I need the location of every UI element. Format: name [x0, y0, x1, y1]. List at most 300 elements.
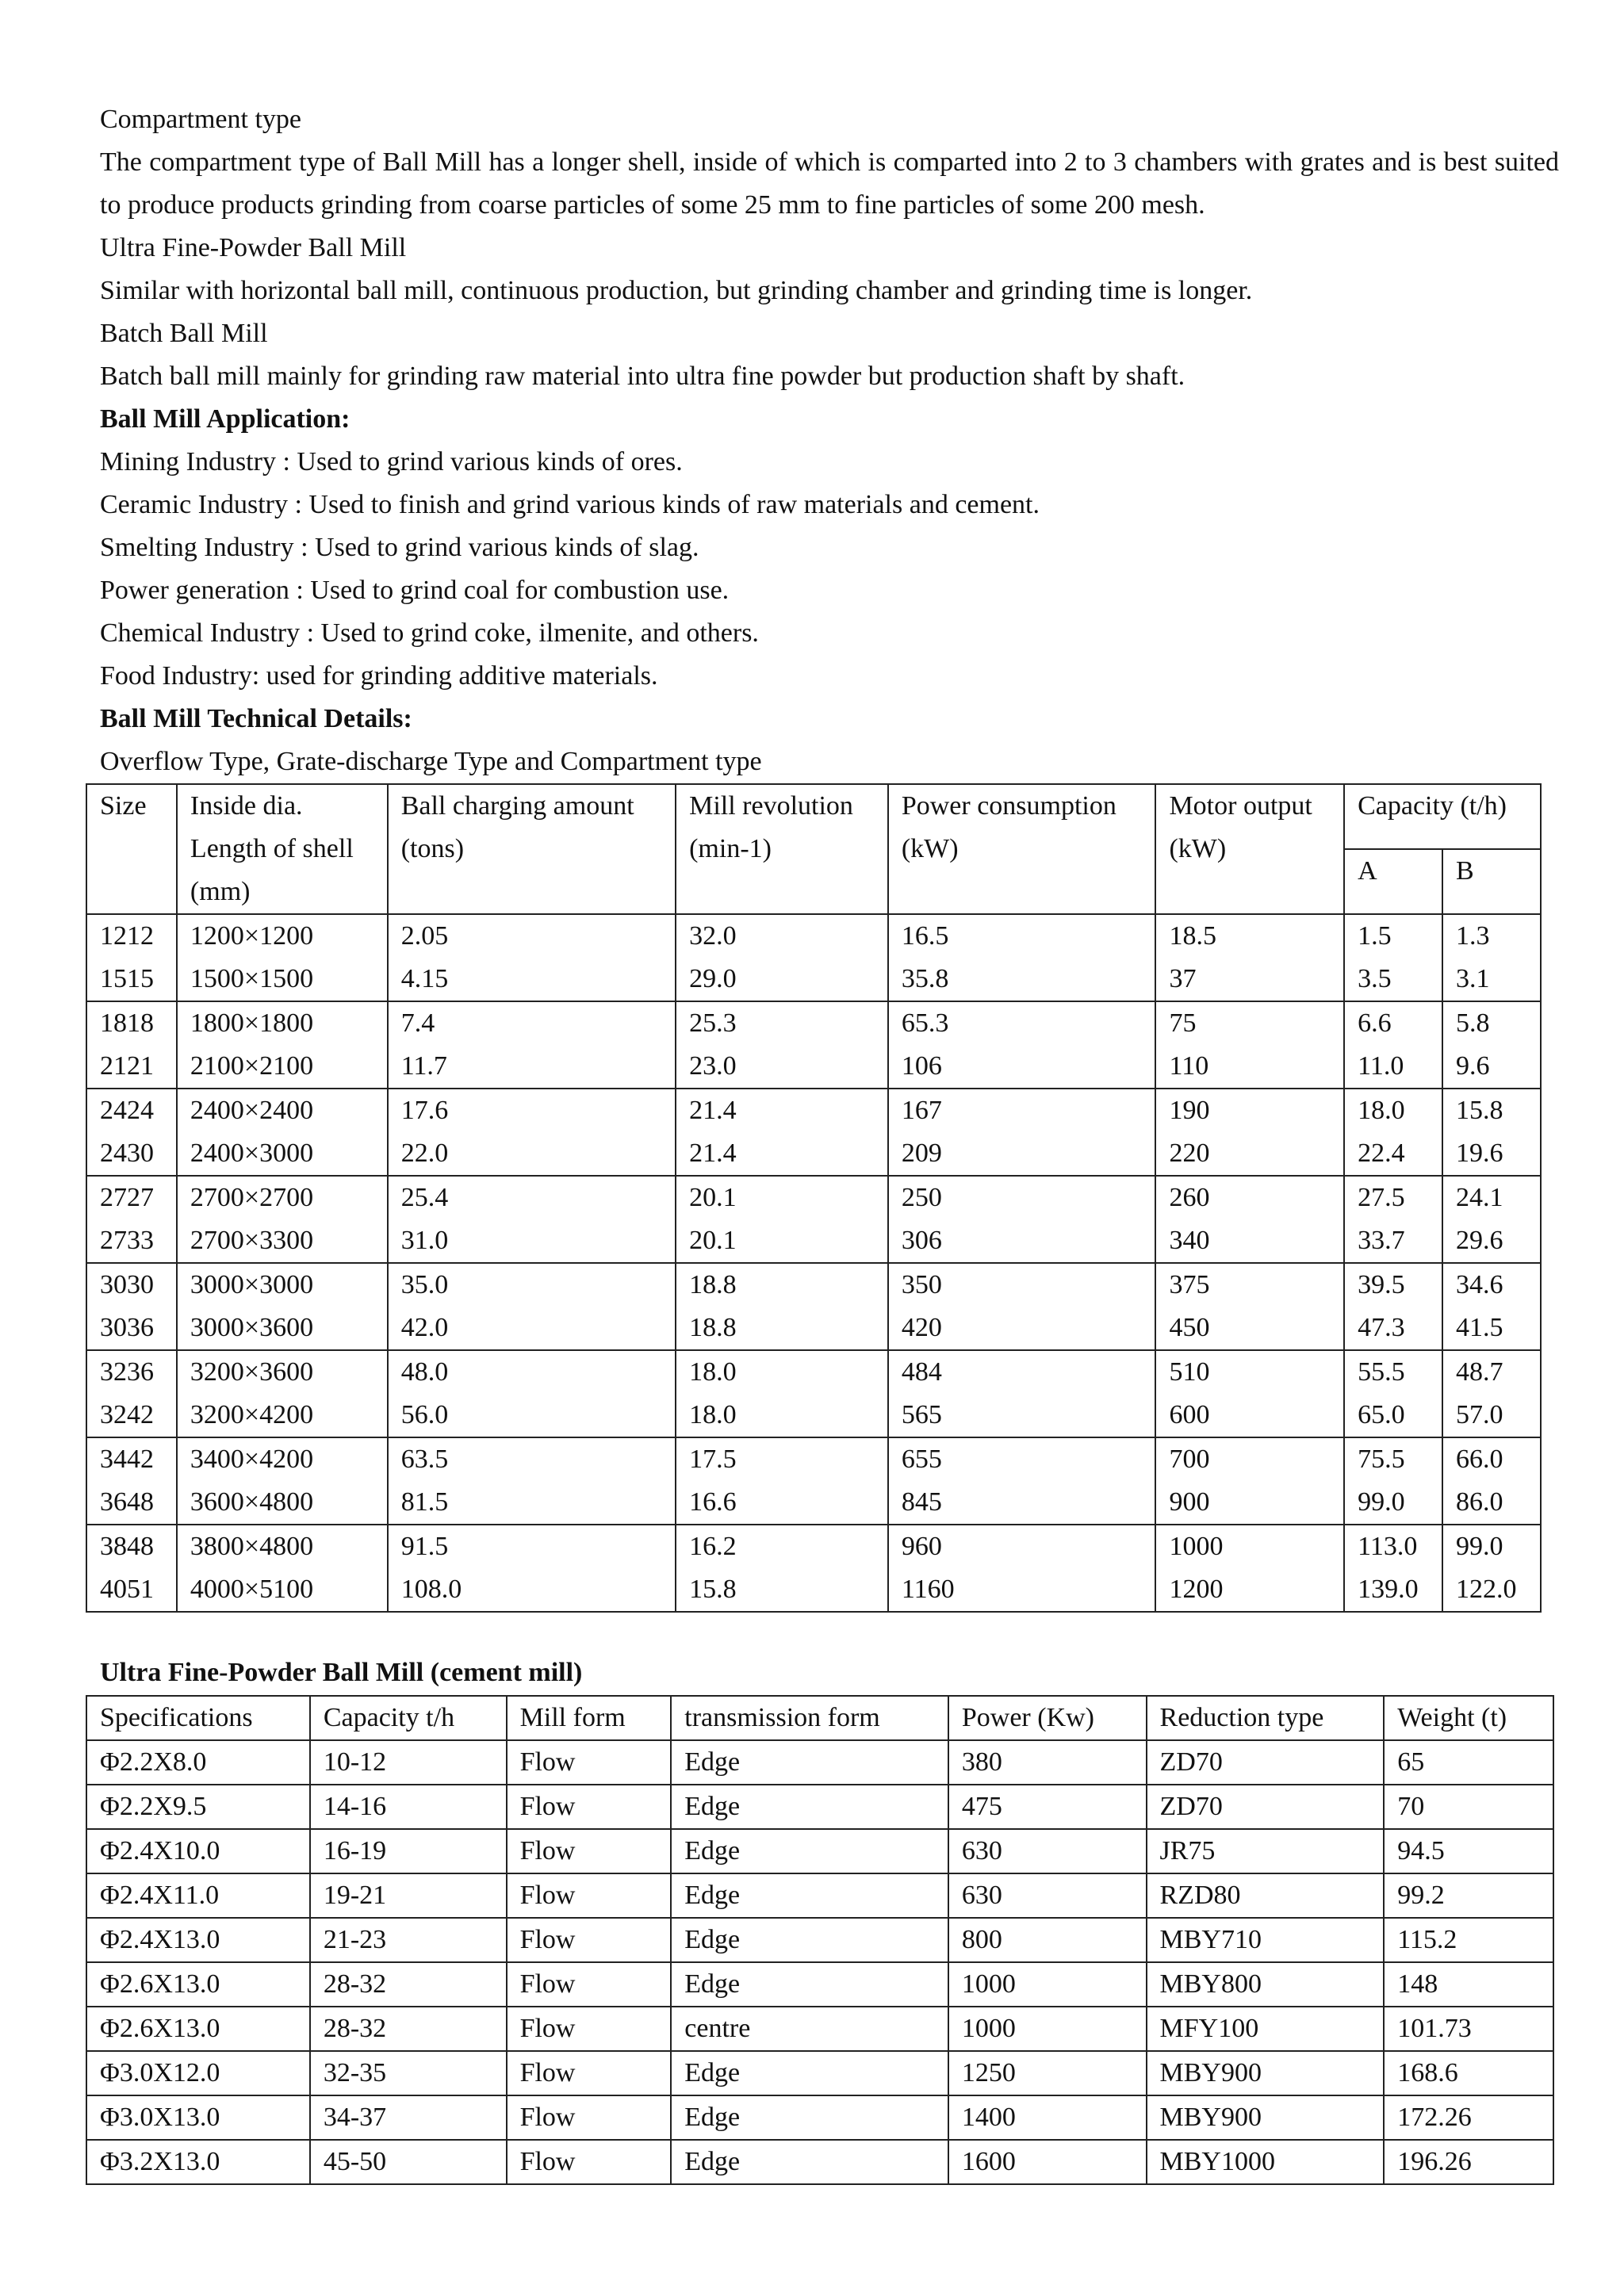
cell-capacity-a [1344, 914, 1442, 1001]
cell-value: 110 [1169, 1051, 1209, 1081]
cell-mill-revolution [676, 1263, 888, 1350]
cell-mill-form: Flow [507, 1873, 672, 1918]
cell-value: 41.5 [1456, 1313, 1503, 1342]
cell-specifications: Φ3.0X12.0 [86, 2051, 310, 2095]
cell-capacity: 45-50 [310, 2140, 507, 2184]
cell-value: 220 [1169, 1138, 1210, 1168]
cell-power: 380 [948, 1740, 1147, 1785]
table-row [86, 1089, 1541, 1176]
cell-value: 35.0 [400, 1270, 449, 1299]
cell-capacity: 21-23 [310, 1918, 507, 1962]
cell-capacity-b [1442, 1089, 1541, 1176]
cell-capacity-b [1442, 1525, 1541, 1612]
cell-value: 113.0 [1358, 1532, 1418, 1561]
header-size: Size [86, 784, 177, 914]
cell-value: 47.3 [1358, 1313, 1405, 1342]
cell-reduction-type: ZD70 [1147, 1785, 1385, 1829]
cell-power: 1400 [948, 2095, 1147, 2140]
cell-specifications: Φ3.2X13.0 [86, 2140, 310, 2184]
cell-weight: 99.2 [1384, 1873, 1553, 1918]
application-item: Chemical Industry : Used to grind coke, ilmenite, and others. [100, 618, 759, 648]
cell-weight: 196.26 [1384, 2140, 1553, 2184]
cell-specifications: Φ2.2X8.0 [86, 1740, 310, 1785]
cell-value: 11.0 [1358, 1051, 1404, 1081]
cell-weight: 168.6 [1384, 2051, 1553, 2095]
ultra-table [86, 1695, 1554, 2185]
cell-value: 3.1 [1456, 964, 1490, 993]
cell-value: 1.5 [1358, 921, 1392, 951]
cell-value: 18.5 [1169, 921, 1216, 951]
header-mill-form: Mill form [507, 1696, 672, 1740]
ultra-table-body [86, 1740, 1553, 2184]
cell-value: 167 [901, 1096, 942, 1125]
cell-value: 75.5 [1358, 1445, 1405, 1474]
cell-value: 18.0 [689, 1400, 737, 1429]
application-item: Power generation : Used to grind coal for combustion use. [100, 576, 730, 605]
cell-value: 1800×1800 [190, 1008, 314, 1038]
cell-ball-charging [388, 1263, 676, 1350]
cell-size [86, 1176, 177, 1263]
table-row [86, 1525, 1541, 1612]
cell-reduction-type: MBY900 [1147, 2095, 1385, 2140]
cell-value: 6.6 [1358, 1008, 1392, 1038]
cell-value: 91.5 [400, 1532, 449, 1561]
cell-capacity: 28-32 [310, 1962, 507, 2007]
cell-value: 3000×3600 [190, 1313, 314, 1342]
cell-reduction-type: JR75 [1147, 1829, 1385, 1873]
cell-power-consumption [888, 1001, 1156, 1089]
cell-value: 35.8 [901, 964, 949, 993]
header-ball-charging: Ball charging amount (tons) [388, 784, 676, 914]
cell-mill-revolution [676, 1001, 888, 1089]
batch-heading: Batch Ball Mill [100, 319, 268, 348]
cell-capacity-b [1442, 1437, 1541, 1525]
cell-value: 39.5 [1358, 1270, 1405, 1299]
cell-size [86, 1263, 177, 1350]
cell-value: 18.0 [689, 1357, 737, 1387]
cell-value: 260 [1169, 1183, 1210, 1212]
cell-mill-form: Flow [507, 2051, 672, 2095]
header-dimensions: Inside dia. Length of shell (mm) [177, 784, 388, 914]
cell-value: 18.8 [689, 1270, 737, 1299]
header-power-consumption: Power consumption (kW) [888, 784, 1156, 914]
cell-value: 3400×4200 [190, 1445, 314, 1474]
cell-value: 2430 [100, 1138, 154, 1168]
cell-value: 3848 [100, 1532, 154, 1561]
cell-dimensions [177, 1350, 388, 1437]
cell-value: 845 [901, 1487, 942, 1517]
cell-value: 99.0 [1358, 1487, 1405, 1517]
cell-value: 2700×2700 [190, 1183, 314, 1212]
cell-capacity-a [1344, 1437, 1442, 1525]
cell-capacity-a [1344, 1263, 1442, 1350]
cell-capacity-b [1442, 1001, 1541, 1089]
cell-value: 3000×3000 [190, 1270, 314, 1299]
cell-value: 11.7 [400, 1051, 447, 1081]
header-specifications: Specifications [86, 1696, 310, 1740]
cell-dimensions [177, 1001, 388, 1089]
cell-value: 29.6 [1456, 1226, 1503, 1255]
cell-mill-revolution [676, 1437, 888, 1525]
table-row [86, 1962, 1553, 2007]
cell-value: 25.4 [400, 1183, 449, 1212]
compartment-paragraph: The compartment type of Ball Mill has a longer shell, inside of which is comparted into 2 to 3 chambers with grates and is best suited to produce products grinding from coarse particles of some 25 mm to fine particles of some 200 mesh. [100, 147, 1559, 220]
cell-size [86, 1089, 177, 1176]
cell-mill-form: Flow [507, 1962, 672, 2007]
cell-value: 139.0 [1358, 1575, 1419, 1604]
cell-value: 2400×3000 [190, 1138, 314, 1168]
cell-value: 34.6 [1456, 1270, 1503, 1299]
cell-value: 33.7 [1358, 1226, 1405, 1255]
cell-value: 55.5 [1358, 1357, 1405, 1387]
cell-transmission-form: Edge [671, 1873, 948, 1918]
cell-weight: 148 [1384, 1962, 1553, 2007]
cell-power: 1000 [948, 1962, 1147, 2007]
technical-table-body [86, 914, 1541, 1612]
cell-size [86, 1437, 177, 1525]
cell-value: 4000×5100 [190, 1575, 314, 1604]
cell-value: 3236 [100, 1357, 154, 1387]
cell-capacity-a [1344, 1176, 1442, 1263]
cell-value: 1.3 [1456, 921, 1490, 951]
cell-value: 23.0 [689, 1051, 737, 1081]
ultra-table-heading: Ultra Fine-Powder Ball Mill (cement mill) [100, 1658, 583, 1687]
cell-mill-form: Flow [507, 1785, 672, 1829]
cell-dimensions [177, 1176, 388, 1263]
cell-power: 1000 [948, 2007, 1147, 2051]
cell-value: 2424 [100, 1096, 154, 1125]
cell-transmission-form: Edge [671, 1918, 948, 1962]
cell-dimensions [177, 1089, 388, 1176]
cell-dimensions [177, 914, 388, 1001]
technical-header-row [86, 784, 1541, 849]
cell-value: 18.0 [1358, 1096, 1405, 1125]
cell-weight: 94.5 [1384, 1829, 1553, 1873]
cell-capacity-b [1442, 1350, 1541, 1437]
cell-specifications: Φ2.4X10.0 [86, 1829, 310, 1873]
cell-reduction-type: ZD70 [1147, 1740, 1385, 1785]
cell-value: 15.8 [689, 1575, 737, 1604]
cell-value: 209 [901, 1138, 942, 1168]
cell-value: 510 [1169, 1357, 1210, 1387]
cell-value: 3200×3600 [190, 1357, 314, 1387]
cell-transmission-form: centre [671, 2007, 948, 2051]
cell-value: 48.7 [1456, 1357, 1503, 1387]
cell-weight: 115.2 [1384, 1918, 1553, 1962]
cell-value: 25.3 [689, 1008, 737, 1038]
cell-value: 1200×1200 [190, 921, 314, 951]
cell-ball-charging [388, 1176, 676, 1263]
header-power: Power (Kw) [948, 1696, 1147, 1740]
compartment-heading: Compartment type [100, 105, 302, 134]
cell-value: 56.0 [400, 1400, 449, 1429]
cell-value: 17.5 [689, 1445, 737, 1474]
cell-power-consumption [888, 1263, 1156, 1350]
cell-value: 2.05 [400, 921, 449, 951]
cell-value: 20.1 [689, 1183, 737, 1212]
table-row [86, 1740, 1553, 1785]
technical-subheading: Overflow Type, Grate-discharge Type and Compartment type [100, 747, 762, 776]
cell-value: 3036 [100, 1313, 154, 1342]
cell-size [86, 914, 177, 1001]
cell-value: 3030 [100, 1270, 154, 1299]
cell-transmission-form: Edge [671, 2051, 948, 2095]
cell-weight: 65 [1384, 1740, 1553, 1785]
cell-value: 29.0 [689, 964, 737, 993]
cell-mill-form: Flow [507, 2007, 672, 2051]
cell-capacity: 34-37 [310, 2095, 507, 2140]
cell-mill-form: Flow [507, 1740, 672, 1785]
cell-value: 81.5 [400, 1487, 449, 1517]
cell-mill-revolution [676, 1350, 888, 1437]
ultra-heading: Ultra Fine-Powder Ball Mill [100, 233, 407, 262]
cell-value: 2727 [100, 1183, 154, 1212]
cell-motor-output [1155, 1437, 1344, 1525]
cell-power-consumption [888, 1089, 1156, 1176]
cell-dimensions [177, 1525, 388, 1612]
header-capacity-a: A [1344, 849, 1442, 914]
cell-value: 86.0 [1456, 1487, 1503, 1517]
cell-value: 2733 [100, 1226, 154, 1255]
cell-size [86, 1001, 177, 1089]
cell-value: 1000 [1169, 1532, 1224, 1561]
cell-value: 4.15 [400, 964, 449, 993]
cell-specifications: Φ2.4X11.0 [86, 1873, 310, 1918]
cell-value: 1212 [100, 921, 154, 951]
cell-value: 32.0 [689, 921, 737, 951]
table-row [86, 2051, 1553, 2095]
cell-value: 18.8 [689, 1313, 737, 1342]
cell-power-consumption [888, 914, 1156, 1001]
table-row [86, 1785, 1553, 1829]
cell-mill-form: Flow [507, 1829, 672, 1873]
cell-motor-output [1155, 1350, 1344, 1437]
batch-paragraph: Batch ball mill mainly for grinding raw material into ultra fine powder but production shaft by shaft. [100, 362, 1185, 391]
cell-value: 24.1 [1456, 1183, 1503, 1212]
cell-value: 190 [1169, 1096, 1210, 1125]
cell-value: 1818 [100, 1008, 154, 1038]
cell-value: 3648 [100, 1487, 154, 1517]
cell-capacity-a [1344, 1350, 1442, 1437]
table-row [86, 1001, 1541, 1089]
table-row [86, 2140, 1553, 2184]
cell-capacity-b [1442, 914, 1541, 1001]
cell-value: 16.2 [689, 1532, 737, 1561]
cell-power-consumption [888, 1176, 1156, 1263]
cell-value: 42.0 [400, 1313, 449, 1342]
header-capacity-b: B [1442, 849, 1541, 914]
table-row [86, 1263, 1541, 1350]
cell-reduction-type: RZD80 [1147, 1873, 1385, 1918]
application-item: Smelting Industry : Used to grind various kinds of slag. [100, 533, 699, 562]
table-row [86, 1918, 1553, 1962]
cell-ball-charging [388, 1001, 676, 1089]
cell-value: 375 [1169, 1270, 1210, 1299]
cell-capacity: 32-35 [310, 2051, 507, 2095]
cell-capacity: 10-12 [310, 1740, 507, 1785]
cell-value: 106 [901, 1051, 942, 1081]
cell-capacity: 19-21 [310, 1873, 507, 1918]
cell-value: 27.5 [1358, 1183, 1405, 1212]
cell-specifications: Φ2.6X13.0 [86, 1962, 310, 2007]
cell-ball-charging [388, 1089, 676, 1176]
cell-transmission-form: Edge [671, 2140, 948, 2184]
cell-reduction-type: MFY100 [1147, 2007, 1385, 2051]
cell-value: 4051 [100, 1575, 154, 1604]
cell-value: 9.6 [1456, 1051, 1490, 1081]
technical-table [86, 783, 1542, 1613]
cell-value: 340 [1169, 1226, 1210, 1255]
cell-value: 63.5 [400, 1445, 449, 1474]
table-row [86, 914, 1541, 1001]
cell-specifications: Φ3.0X13.0 [86, 2095, 310, 2140]
cell-power: 1250 [948, 2051, 1147, 2095]
cell-capacity-b [1442, 1263, 1541, 1350]
cell-value: 306 [901, 1226, 942, 1255]
cell-value: 75 [1169, 1008, 1197, 1038]
application-item: Mining Industry : Used to grind various kinds of ores. [100, 447, 683, 476]
cell-value: 19.6 [1456, 1138, 1503, 1168]
cell-value: 16.5 [901, 921, 949, 951]
cell-capacity-a [1344, 1001, 1442, 1089]
application-list [100, 441, 1559, 698]
cell-power: 630 [948, 1829, 1147, 1873]
cell-value: 21.4 [689, 1096, 737, 1125]
cell-ball-charging [388, 914, 676, 1001]
cell-value: 450 [1169, 1313, 1210, 1342]
cell-specifications: Φ2.6X13.0 [86, 2007, 310, 2051]
cell-dimensions [177, 1437, 388, 1525]
cell-value: 600 [1169, 1400, 1210, 1429]
cell-value: 21.4 [689, 1138, 737, 1168]
cell-transmission-form: Edge [671, 1785, 948, 1829]
cell-value: 700 [1169, 1445, 1210, 1474]
cell-value: 1160 [901, 1575, 955, 1604]
cell-value: 960 [901, 1532, 942, 1561]
cell-power: 475 [948, 1785, 1147, 1829]
cell-value: 16.6 [689, 1487, 737, 1517]
cell-capacity: 16-19 [310, 1829, 507, 1873]
cell-capacity-a [1344, 1525, 1442, 1612]
cell-value: 66.0 [1456, 1445, 1503, 1474]
cell-value: 99.0 [1456, 1532, 1503, 1561]
header-mill-revolution: Mill revolution (min-1) [676, 784, 888, 914]
cell-reduction-type: MBY800 [1147, 1962, 1385, 2007]
document-page [100, 98, 1559, 2185]
cell-motor-output [1155, 1525, 1344, 1612]
cell-power: 800 [948, 1918, 1147, 1962]
cell-motor-output [1155, 1089, 1344, 1176]
cell-reduction-type: MBY1000 [1147, 2140, 1385, 2184]
cell-dimensions [177, 1263, 388, 1350]
cell-value: 65.0 [1358, 1400, 1405, 1429]
cell-capacity-b [1442, 1176, 1541, 1263]
cell-motor-output [1155, 914, 1344, 1001]
cell-value: 1500×1500 [190, 964, 314, 993]
cell-transmission-form: Edge [671, 2095, 948, 2140]
cell-value: 350 [901, 1270, 942, 1299]
table-row [86, 1437, 1541, 1525]
cell-value: 122.0 [1456, 1575, 1517, 1604]
table-row [86, 1350, 1541, 1437]
cell-mill-form: Flow [507, 2140, 672, 2184]
header-transmission-form: transmission form [671, 1696, 948, 1740]
cell-size [86, 1350, 177, 1437]
cell-value: 37 [1169, 964, 1197, 993]
cell-value: 17.6 [400, 1096, 449, 1125]
cell-size [86, 1525, 177, 1612]
cell-value: 3600×4800 [190, 1487, 314, 1517]
cell-value: 3442 [100, 1445, 154, 1474]
cell-value: 900 [1169, 1487, 1210, 1517]
cell-value: 15.8 [1456, 1096, 1503, 1125]
cell-value: 5.8 [1456, 1008, 1490, 1038]
cell-value: 565 [901, 1400, 942, 1429]
table-row [86, 2095, 1553, 2140]
cell-value: 2400×2400 [190, 1096, 314, 1125]
cell-value: 31.0 [400, 1226, 449, 1255]
header-capacity: Capacity (t/h) [1344, 784, 1541, 849]
cell-value: 3800×4800 [190, 1532, 314, 1561]
cell-value: 3.5 [1358, 964, 1392, 993]
cell-capacity: 28-32 [310, 2007, 507, 2051]
cell-value: 7.4 [400, 1008, 435, 1038]
cell-value: 65.3 [901, 1008, 949, 1038]
table-row [86, 2007, 1553, 2051]
table-row [86, 1873, 1553, 1918]
cell-value: 2121 [100, 1051, 154, 1081]
cell-weight: 70 [1384, 1785, 1553, 1829]
cell-value: 22.0 [400, 1138, 449, 1168]
cell-value: 3242 [100, 1400, 154, 1429]
header-motor-output: Motor output (kW) [1155, 784, 1344, 914]
cell-power-consumption [888, 1525, 1156, 1612]
cell-specifications: Φ2.4X13.0 [86, 1918, 310, 1962]
cell-reduction-type: MBY710 [1147, 1918, 1385, 1962]
cell-mill-form: Flow [507, 1918, 672, 1962]
cell-mill-revolution [676, 1176, 888, 1263]
cell-value: 3200×4200 [190, 1400, 314, 1429]
cell-value: 2100×2100 [190, 1051, 314, 1081]
cell-power: 1600 [948, 2140, 1147, 2184]
cell-capacity: 14-16 [310, 1785, 507, 1829]
table-row [86, 1176, 1541, 1263]
cell-value: 1200 [1169, 1575, 1224, 1604]
cell-value: 22.4 [1358, 1138, 1405, 1168]
table-row [86, 1829, 1553, 1873]
application-item: Ceramic Industry : Used to finish and grind various kinds of raw materials and cement. [100, 490, 1040, 519]
application-heading: Ball Mill Application: [100, 404, 350, 434]
ultra-header-row [86, 1696, 1553, 1740]
cell-weight: 101.73 [1384, 2007, 1553, 2051]
application-item: Food Industry: used for grinding additive materials. [100, 661, 658, 691]
ultra-paragraph: Similar with horizontal ball mill, continuous production, but grinding chamber and grinding time is longer. [100, 276, 1253, 305]
cell-specifications: Φ2.2X9.5 [86, 1785, 310, 1829]
cell-ball-charging [388, 1350, 676, 1437]
cell-motor-output [1155, 1001, 1344, 1089]
cell-value: 484 [901, 1357, 942, 1387]
cell-power-consumption [888, 1350, 1156, 1437]
header-weight: Weight (t) [1384, 1696, 1553, 1740]
cell-power-consumption [888, 1437, 1156, 1525]
cell-ball-charging [388, 1525, 676, 1612]
header-reduction-type: Reduction type [1147, 1696, 1385, 1740]
cell-reduction-type: MBY900 [1147, 2051, 1385, 2095]
cell-motor-output [1155, 1176, 1344, 1263]
cell-value: 48.0 [400, 1357, 449, 1387]
cell-transmission-form: Edge [671, 1962, 948, 2007]
cell-value: 655 [901, 1445, 942, 1474]
